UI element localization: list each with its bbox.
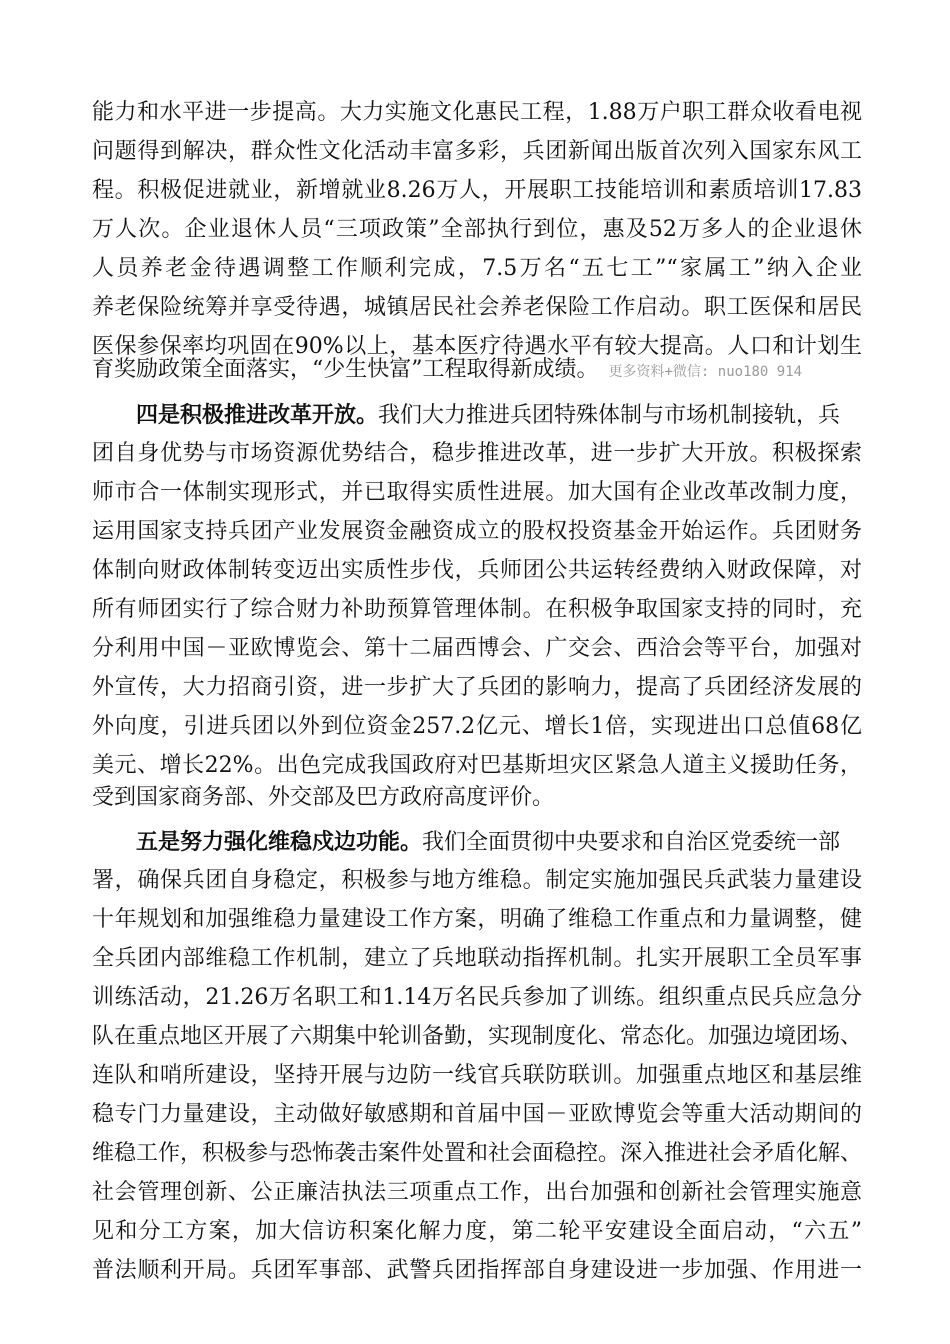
- paragraph-5-heading: 五是努力强化维稳戍边功能。: [136, 829, 423, 855]
- text-line: 运用国家支持兵团产业发展资金融资成立的股权投资基金开始运作。兵团财务: [92, 519, 862, 544]
- text-line: 程。积极促进就业，新增就业8.26万人，开展职工技能培训和素质培训17.83: [92, 178, 862, 203]
- paragraph-4-text: 我们大力推进兵团特殊体制与市场机制接轨，兵: [378, 403, 841, 428]
- text-line: 所有师团实行了综合财力补助预算管理体制。在积极争取国家支持的同时，充: [92, 597, 862, 622]
- text-line: 连队和哨所建设，坚持开展与边防一线官兵联防联训。加强重点地区和基层维: [92, 1063, 862, 1088]
- paragraph-4-first-line: [136, 395, 862, 435]
- text-line: 养老保险统筹并享受待遇，城镇居民社会养老保险工作启动。职工医保和居民: [92, 295, 862, 320]
- text-line: 外宣传，大力招商引资，进一步扩大了兵团的影响力，提高了兵团经济发展的: [92, 675, 862, 700]
- text-line: 社会管理创新、公正廉洁执法三项重点工作，出台加强和创新社会管理实施意: [92, 1180, 862, 1205]
- text-line: 医保参保率均巩固在90%以上，基本医疗待遇水平有较大提高。人口和计划生: [92, 334, 862, 359]
- text-line: 署，确保兵团自身稳定，积极参与地方维稳。制定实施加强民兵武装力量建设: [92, 868, 862, 893]
- text-line: 团自身优势与市场资源优势结合，稳步推进改革，进一步扩大开放。积极探索: [92, 441, 862, 466]
- paragraph-5-text: 我们全面贯彻中央要求和自治区党委统一部: [422, 830, 841, 855]
- text-line: 稳专门力量建设，主动做好敏感期和首届中国－亚欧博览会等重大活动期间的: [92, 1102, 862, 1127]
- text-line: 训练活动，21.26万名职工和1.14万名民兵参加了训练。组织重点民兵应急分: [92, 985, 862, 1010]
- text-line: 十年规划和加强维稳力量建设工作方案，明确了维稳工作重点和力量调整，健: [92, 907, 862, 932]
- text-line: 师市合一体制实现形式，并已取得实质性进展。加大国有企业改革改制力度，: [92, 480, 862, 505]
- paragraph-5-first-line: [136, 822, 862, 862]
- text-line: 人员养老金待遇调整工作顺利完成，7.5万名“五七工”“家属工”纳入企业: [92, 256, 862, 281]
- text-line: 能力和水平进一步提高。大力实施文化惠民工程，1.88万户职工群众收看电视: [92, 100, 862, 125]
- text-line: 问题得到解决，群众性文化活动丰富多彩，兵团新闻出版首次列入国家东风工: [92, 139, 862, 164]
- text-line: 维稳工作，积极参与恐怖袭击案件处置和社会面稳控。深入推进社会矛盾化解、: [92, 1141, 862, 1166]
- text-line: 外向度，引进兵团以外到位资金257.2亿元、增长1倍，实现进出口总值68亿: [92, 714, 862, 739]
- text-line: 万人次。企业退休人员“三项政策”全部执行到位，惠及52万多人的企业退休: [92, 217, 862, 242]
- text-line: 育奖励政策全面落实，“少生快富”工程取得新成绩。: [92, 357, 599, 382]
- text-line: 受到国家商务部、外交部及巴方政府高度评价。: [92, 785, 555, 810]
- watermark-text: 更多资料+微信: nuo180 914: [608, 364, 803, 380]
- text-line: 美元、增长22%。出色完成我国政府对巴基斯坦灾区紧急人道主义援助任务，: [92, 753, 862, 778]
- text-line: 全兵团内部维稳工作机制，建立了兵地联动指挥机制。扎实开展职工全员军事: [92, 946, 862, 971]
- text-line: 队在重点地区开展了六期集中轮训备勤，实现制度化、常态化。加强边境团场、: [92, 1024, 862, 1049]
- text-line-with-watermark: [92, 350, 862, 390]
- text-line: 普法顺利开局。兵团军事部、武警兵团指挥部自身建设进一步加强、作用进一: [92, 1258, 862, 1283]
- text-line: 见和分工方案，加大信访积案化解力度，第二轮平安建设全面启动，“六五”: [92, 1219, 862, 1244]
- text-line: 分利用中国－亚欧博览会、第十二届西博会、广交会、西洽会等平台，加强对: [92, 636, 862, 661]
- paragraph-4-heading: 四是积极推进改革开放。: [136, 402, 379, 428]
- text-line: 体制向财政体制转变迈出实质性步伐，兵师团公共运转经费纳入财政保障，对: [92, 558, 862, 583]
